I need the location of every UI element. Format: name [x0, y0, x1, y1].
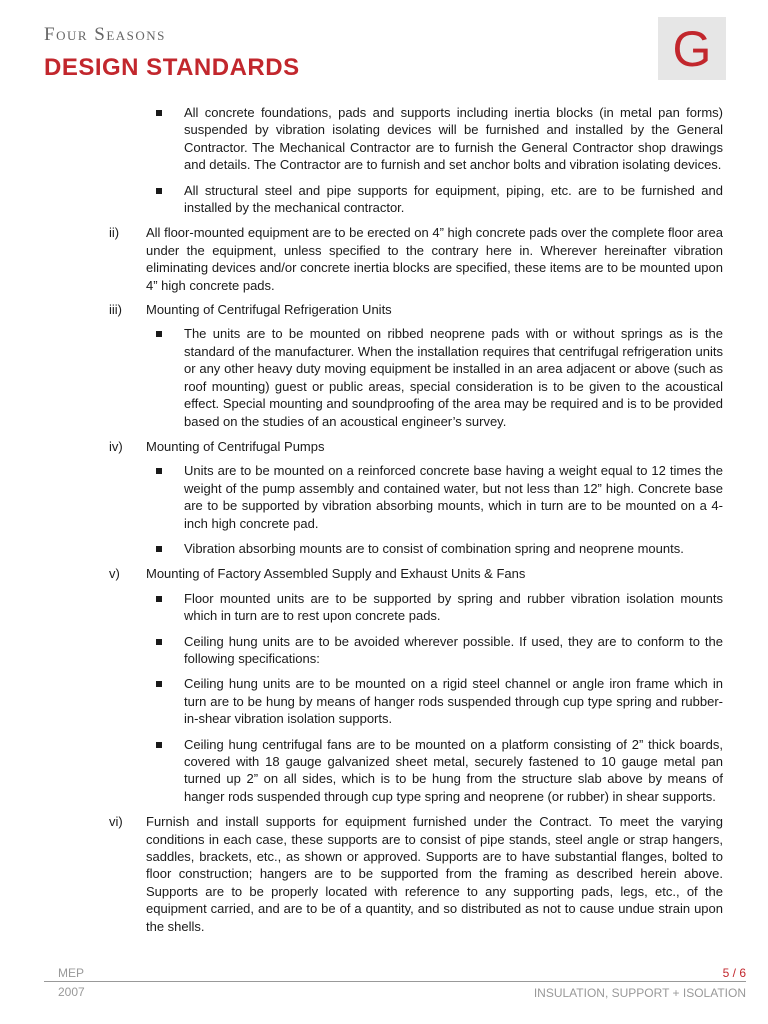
numbered-item-ii	[0, 224, 768, 294]
item-text: All floor-mounted equipment are to be erected on 4” high concrete pads over the complete floor area under the equipment, unless specified to the contrary here in. Wherever hereinafter vibration eliminating devices and/or concrete inertia blocks are specified, these items are to be mounted upon 4” high concrete pads.	[146, 225, 723, 293]
bullet-item	[0, 736, 768, 806]
bullet-text: Floor mounted units are to be supported by spring and rubber vibration isolation mounts which in turn are to rest upon concrete pads.	[184, 590, 723, 624]
square-bullet-icon	[156, 110, 162, 116]
bullet-text: Units are to be mounted on a reinforced concrete base having a weight equal to 12 times the weight of the pump assembly and contained water, but not less than 12” high. Concrete base are to be supported by vibration absorbing mounts, which in turn are to be mounted on a 4-inch high concrete pad.	[184, 463, 723, 531]
item-heading: Mounting of Centrifugal Refrigeration Units	[146, 302, 392, 318]
footer-year: 2007	[58, 985, 85, 999]
brand-name: Four Seasons	[44, 24, 166, 45]
section-logo	[658, 17, 726, 80]
bullet-item	[0, 675, 768, 727]
section-letter: G	[672, 20, 712, 77]
square-bullet-icon	[156, 546, 162, 552]
bullet-item	[0, 540, 768, 557]
bullet-text: Vibration absorbing mounts are to consist of combination spring and neoprene mounts.	[184, 540, 684, 556]
numbered-item-iii	[0, 301, 768, 318]
square-bullet-icon	[156, 188, 162, 194]
item-number: iv)	[109, 438, 123, 454]
item-heading: Mounting of Centrifugal Pumps	[146, 438, 325, 454]
bullet-item	[0, 462, 768, 532]
item-number: ii)	[109, 225, 120, 241]
bullet-text: The units are to be mounted on ribbed neoprene pads with or without springs as is the standard of the manufacturer. When the installation requires that centrifugal refrigeration units or any other heavy duty moving equipment be installed in an area adjacent or above (such as roof mounting) guest or public areas, special consideration is to be given to the acoustical effect. Special mounting and soundproofing of the area may be required and is to be provided based on the studies of an acoustical engineer’s survey.	[184, 326, 723, 429]
bullet-item	[0, 590, 768, 625]
square-bullet-icon	[156, 742, 162, 748]
square-bullet-icon	[156, 596, 162, 602]
footer-section-title: INSULATION, SUPPORT + ISOLATION	[533, 986, 746, 1000]
item-heading: Mounting of Factory Assembled Supply and Exhaust Units & Fans	[146, 566, 526, 582]
bullet-text: Ceiling hung centrifugal fans are to be mounted on a platform consisting of 2” thick boards, covered with 18 gauge galvanized sheet metal, securely fastened to 10 gauge metal pan turned up 2” on all sides, which is to be hung from the structure slab above by means of hanger rods suspended through cup type spring and neoprene (or rubber) in shear supports.	[184, 736, 723, 804]
bullet-text: All structural steel and pipe supports for equipment, piping, etc. are to be furnished and installed by the mechanical contractor.	[184, 182, 723, 216]
document-title: DESIGN STANDARDS	[44, 54, 300, 81]
item-number: iii)	[109, 302, 122, 318]
bullet-item	[0, 633, 768, 668]
document-body	[0, 104, 768, 942]
bullet-item	[0, 104, 768, 174]
square-bullet-icon	[156, 331, 162, 337]
page-number: 5 / 6	[722, 966, 746, 980]
item-number: v)	[109, 566, 120, 582]
bullet-text: Ceiling hung units are to be mounted on a rigid steel channel or angle iron frame which in turn are to be hung by means of hanger rods suspended through cup type spring and rubber-in-shear vibration isolation supports.	[184, 676, 723, 727]
footer-discipline: MEP	[58, 966, 85, 980]
numbered-item-v	[0, 565, 768, 582]
bullet-text: Ceiling hung units are to be avoided wherever possible. If used, they are to conform to the following specifications:	[184, 633, 723, 666]
numbered-item-vi	[0, 813, 768, 935]
footer-divider	[44, 981, 746, 982]
item-text: Furnish and install supports for equipment furnished under the Contract. To meet the varying conditions in each case, these supports are to consist of pipe stands, steel angle or strap hangers, saddles, brackets, etc., as shown or approved. Supports are to have substantial flanges, bolted to floor construction; hangers are to be supported from the framing as described herein above. Supports are to be properly located with reference to any supporting pads, legs, etc., of the equipment carried, and are to be of a quantity, and so distributed as not to cause undue strain upon the shells.	[146, 814, 723, 934]
bullet-item	[0, 182, 768, 217]
bullet-text: All concrete foundations, pads and supports including inertia blocks (in metal pan forms) suspended by vibration isolating devices will be furnished and installed by the General Contractor. The Mechanical Contractor are to furnish the General Contractor shop drawings and details. The Contractor are to furnish and set anchor bolts and vibration isolating devices.	[184, 105, 723, 173]
square-bullet-icon	[156, 681, 162, 687]
item-number: vi)	[109, 814, 123, 830]
square-bullet-icon	[156, 468, 162, 474]
square-bullet-icon	[156, 639, 162, 645]
numbered-item-iv	[0, 438, 768, 455]
bullet-item	[0, 325, 768, 429]
